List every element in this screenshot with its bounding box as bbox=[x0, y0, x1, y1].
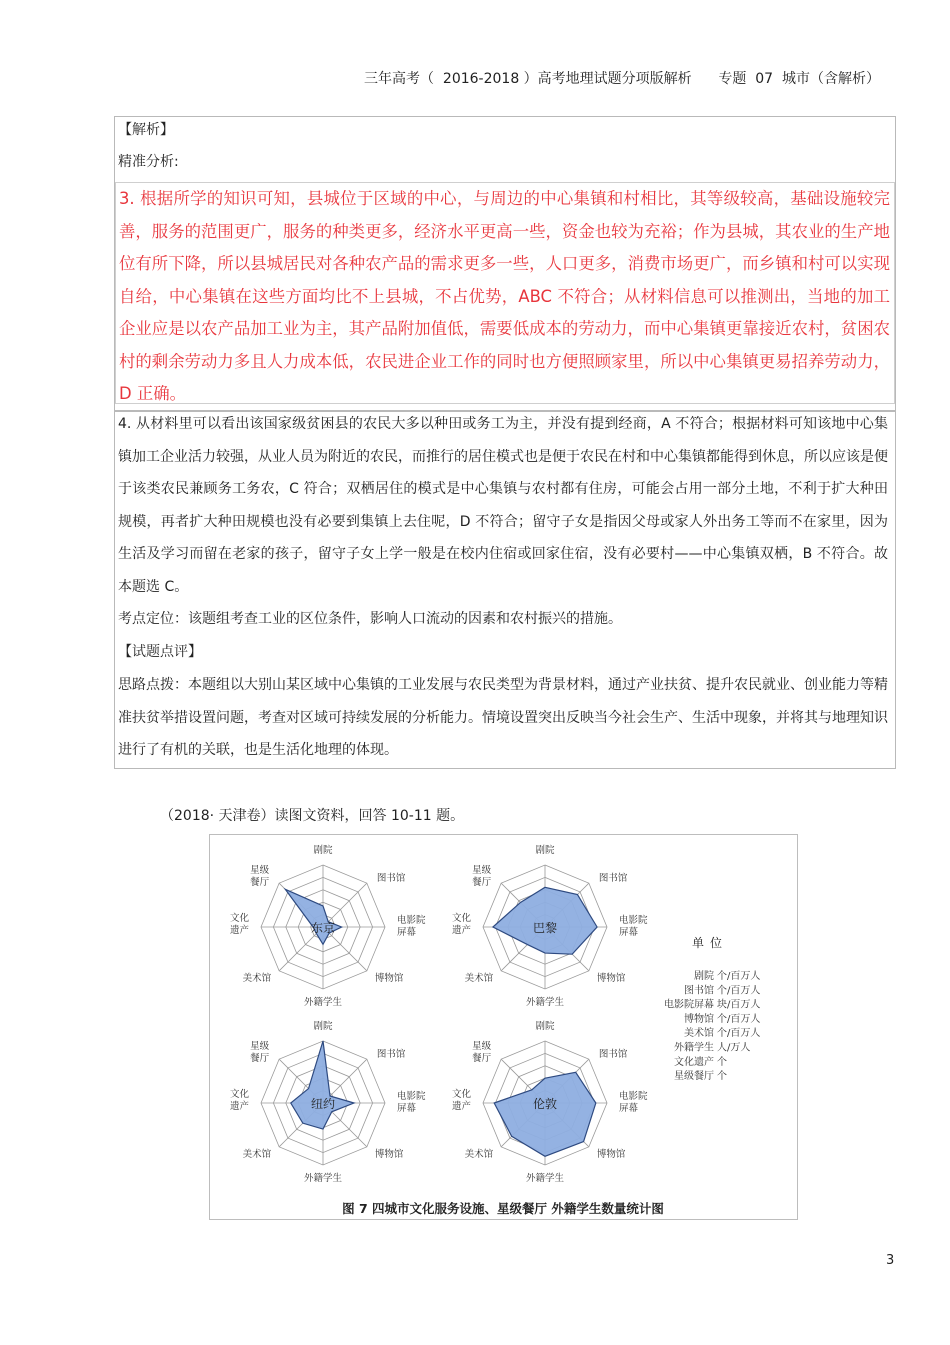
exam-point: 考点定位：该题组考查工业的区位条件，影响人口流动的因素和农村振兴的措施。 bbox=[118, 611, 622, 627]
radar-series-3 bbox=[494, 1072, 596, 1156]
unit-value: 个/百万人 bbox=[717, 971, 761, 982]
figure-caption: 图 7 四城市文化服务设施、星级餐厅 外籍学生数量统计图 bbox=[342, 1201, 664, 1216]
unit-value: 个 bbox=[717, 1056, 727, 1068]
radar-city-name: 纽约 bbox=[310, 1097, 336, 1111]
radar-axis-label: 外籍学生 bbox=[303, 997, 343, 1008]
radar-axis-label: 剧院 bbox=[313, 1021, 333, 1032]
radar-axis-label: 美术馆 bbox=[464, 1148, 494, 1160]
radar-axis-label: 博物馆 bbox=[596, 972, 626, 984]
answer-4-paragraph: 4. 从材料里可以看出该国家级贫困县的农民大多以种田或务工为主，并没有提到经商，A 不符合；根据材料可知该地中心集镇加工企业活力较强，从业人员为附近的农民，而推行的居住模式也是便于农民在村和中心集镇都能得到休息，所以应该是便于该类农民兼顾务工务农，C 符合；双栖居住的模式是中心集镇与农村都有住房，可能会占用一部分土地，不利于扩大种田规模，再者扩大种田规模也没有必要到集镇上去住呢，D 不符合；留守子女是指因父母或家人外出务工等而不在家里，因为生活及学习而留在老家的孩子，留守子女上学一般是在校内住宿或回家住宿，没有必要村——中心集镇双栖，B 不符合。故本题选 C。 bbox=[118, 416, 888, 595]
unit-item: 外籍学生 bbox=[674, 1042, 714, 1054]
radar-axis-label: 美术馆 bbox=[242, 1148, 272, 1160]
radar-chart-svg bbox=[210, 835, 797, 1219]
unit-value: 人/万人 bbox=[717, 1042, 751, 1054]
radar-axis-label: 剧院 bbox=[535, 845, 555, 856]
precise-analysis-label: 精准分析: bbox=[118, 154, 179, 170]
unit-item: 博物馆 bbox=[684, 1013, 714, 1025]
radar-axis-label: 文化遗产 bbox=[229, 913, 249, 936]
radar-axis-label: 电影院屏幕 bbox=[397, 1091, 426, 1114]
unit-item: 剧院 bbox=[694, 971, 714, 982]
question-intro: （2018· 天津卷）读图文资料，回答 10-11 题。 bbox=[160, 808, 465, 824]
unit-item: 文化遗产 bbox=[674, 1056, 714, 1068]
radar-axis-label: 博物馆 bbox=[374, 972, 404, 984]
radar-axis-label: 星级餐厅 bbox=[472, 865, 492, 889]
unit-value: 个 bbox=[717, 1071, 727, 1083]
unit-value: 个/百万人 bbox=[717, 1013, 761, 1025]
unit-item: 电影院屏幕 bbox=[664, 999, 714, 1011]
radar-city-name: 巴黎 bbox=[532, 921, 558, 935]
unit-value: 块/百万人 bbox=[717, 999, 761, 1011]
radar-axis-label: 星级餐厅 bbox=[250, 1041, 270, 1065]
radar-axis-label: 图书馆 bbox=[598, 873, 628, 885]
comment-paragraph: 思路点拨：本题组以大别山某区域中心集镇的工业发展与农民类型为背景材料，通过产业扶贫、提升农民就业、创业能力等精准扶贫举措设置问题，考查对区域可持续发展的分析能力。情境设置突出反映当今社会生产、生活中现象，并将其与地理知识进行了有机的关联，也是生活化地理的体现。 bbox=[118, 677, 888, 759]
units-title: 单位 bbox=[691, 936, 729, 950]
unit-item: 美术馆 bbox=[684, 1028, 714, 1040]
radar-axis-label: 博物馆 bbox=[374, 1148, 404, 1160]
radar-axis-label: 图书馆 bbox=[376, 873, 406, 885]
radar-axis-label: 外籍学生 bbox=[303, 1173, 343, 1184]
radar-axis-label: 图书馆 bbox=[598, 1049, 628, 1061]
radar-axis-label: 图书馆 bbox=[376, 1049, 406, 1061]
radar-axis-label: 博物馆 bbox=[596, 1148, 626, 1160]
radar-figure bbox=[209, 834, 798, 1220]
radar-axis-label: 剧院 bbox=[313, 845, 333, 856]
page-number: 3 bbox=[886, 1253, 895, 1268]
unit-value: 个/百万人 bbox=[717, 1028, 761, 1040]
comment-title: 【试题点评】 bbox=[118, 644, 202, 660]
radar-axis-label: 文化遗产 bbox=[229, 1089, 249, 1112]
radar-axis-label: 文化遗产 bbox=[451, 913, 471, 936]
radar-axis-label: 外籍学生 bbox=[525, 1173, 565, 1184]
unit-item: 星级餐厅 bbox=[674, 1071, 714, 1083]
unit-value: 个/百万人 bbox=[717, 985, 761, 997]
radar-axis-label: 剧院 bbox=[535, 1021, 555, 1032]
radar-series-2 bbox=[291, 1041, 354, 1129]
radar-axis-label: 美术馆 bbox=[242, 972, 272, 984]
radar-city-name: 伦敦 bbox=[532, 1097, 558, 1111]
analysis-title: 【解析】 bbox=[118, 122, 174, 138]
radar-axis-label: 星级餐厅 bbox=[472, 1041, 492, 1065]
radar-axis-label: 电影院屏幕 bbox=[619, 1091, 648, 1114]
unit-item: 图书馆 bbox=[684, 985, 714, 997]
radar-axis-label: 电影院屏幕 bbox=[397, 915, 426, 938]
answer-3-red-text: 3. 根据所学的知识可知，县城位于区域的中心，与周边的中心集镇和村相比，其等级较高，基础设施较完善，服务的范围更广，服务的种类更多，经济水平更高一些，资金也较为充裕；作为县城，其农业的生产地位有所下降，所以县城居民对各种农产品的需求更多一些，人口更多，消费市场更广，而乡镇和村可以实现自给，中心集镇在这些方面均比不上县城，不占优势，ABC 不符合；从材料信息可以推测出，当地的加工企业应是以农产品加工业为主，其产品附加值低，需要低成本的劳动力，而中心集镇更靠接近农村，贫困农村的剩余劳动力多且人力成本低，农民进企业工作的同时也方便照顾家里，所以中心集镇更易招养劳动力，D 正确。 bbox=[115, 182, 895, 404]
radar-axis-label: 电影院屏幕 bbox=[619, 915, 648, 938]
radar-axis-label: 文化遗产 bbox=[451, 1089, 471, 1112]
radar-axis-label: 外籍学生 bbox=[525, 997, 565, 1008]
radar-axis-label: 星级餐厅 bbox=[250, 865, 270, 889]
radar-city-name: 东京 bbox=[310, 921, 336, 935]
radar-axis-label: 美术馆 bbox=[464, 972, 494, 984]
page-header: 三年高考（ 2016-2018 ）高考地理试题分项版解析 专题 07 城市（含解析） bbox=[364, 71, 880, 87]
